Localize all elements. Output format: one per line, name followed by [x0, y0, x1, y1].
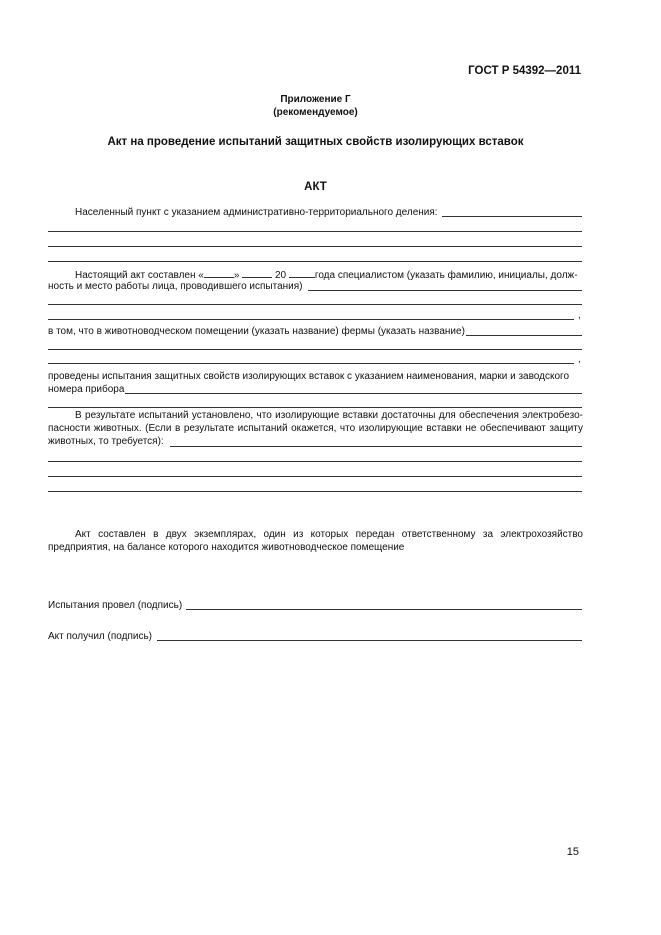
year-field[interactable] — [289, 267, 315, 278]
appendix-title: Приложение Г — [280, 94, 351, 105]
conducted-by-signature-field[interactable] — [186, 609, 582, 610]
comma-2: , — [578, 354, 581, 365]
page-number: 15 — [566, 846, 579, 858]
premises-line-3[interactable] — [48, 363, 574, 364]
locality-label: Населенный пункт с указанием административно-территориального деления: — [75, 207, 438, 218]
locality-line-4[interactable] — [48, 261, 582, 262]
results-line-3[interactable] — [48, 476, 582, 477]
results-line-2[interactable] — [48, 461, 582, 462]
device-line-2[interactable] — [48, 407, 582, 408]
compiled-text-d: года специалистом (указать фамилию, инициалы, долж- — [314, 270, 578, 281]
locality-line-2[interactable] — [48, 231, 582, 232]
compiled-statement-line2: ность и место работы лица, проводившего испытания) — [48, 281, 303, 292]
tests-line2: номера прибора — [48, 384, 125, 395]
copies-paragraph: Акт составлен в двух экземплярах, один из которых передан ответственному за электрохозяйство предприятия, на балансе которого находится животноводческое помещение — [48, 529, 583, 553]
day-field[interactable] — [204, 267, 234, 278]
locality-line-3[interactable] — [48, 246, 582, 247]
act-heading: АКТ — [304, 181, 327, 193]
appendix-subtitle: (рекомендуемое) — [273, 107, 358, 118]
specialist-line-3[interactable] — [48, 319, 574, 320]
premises-line-2[interactable] — [48, 349, 582, 350]
document-title: Акт на проведение испытаний защитных свойств изолирующих вставок — [107, 136, 524, 148]
specialist-line-2[interactable] — [48, 304, 582, 305]
results-paragraph: В результате испытаний установлено, что изолирующие вставки достаточны для обеспечения электробезо- пасности животных. (Если в результате испытаний окажется, что изолирующие вставки не обеспечивают защиту животных, то требуется): — [48, 410, 583, 447]
received-by-label: Акт получил (подпись) — [48, 631, 152, 642]
premises-label: в том, что в животноводческом помещении (указать название) фермы (указать название) — [48, 326, 465, 337]
conducted-by-label: Испытания провел (подпись) — [48, 600, 183, 611]
received-by-signature-field[interactable] — [157, 640, 582, 641]
device-field[interactable] — [125, 393, 582, 394]
standard-header: ГОСТ Р 54392—2011 — [468, 65, 581, 77]
month-field[interactable] — [242, 267, 272, 278]
compiled-text-b: » — [233, 270, 240, 281]
premises-field[interactable] — [466, 335, 582, 336]
results-field[interactable] — [170, 446, 582, 447]
specialist-field[interactable] — [308, 290, 582, 291]
comma-1: , — [578, 310, 581, 321]
compiled-text-a: Настоящий акт составлен « — [75, 270, 204, 281]
results-line-4[interactable] — [48, 491, 582, 492]
locality-field[interactable] — [442, 216, 582, 217]
tests-line1: проведены испытания защитных свойств изолирующих вставок с указанием наименования, марки и заводского — [48, 371, 570, 382]
compiled-text-c: 20 — [274, 270, 287, 281]
